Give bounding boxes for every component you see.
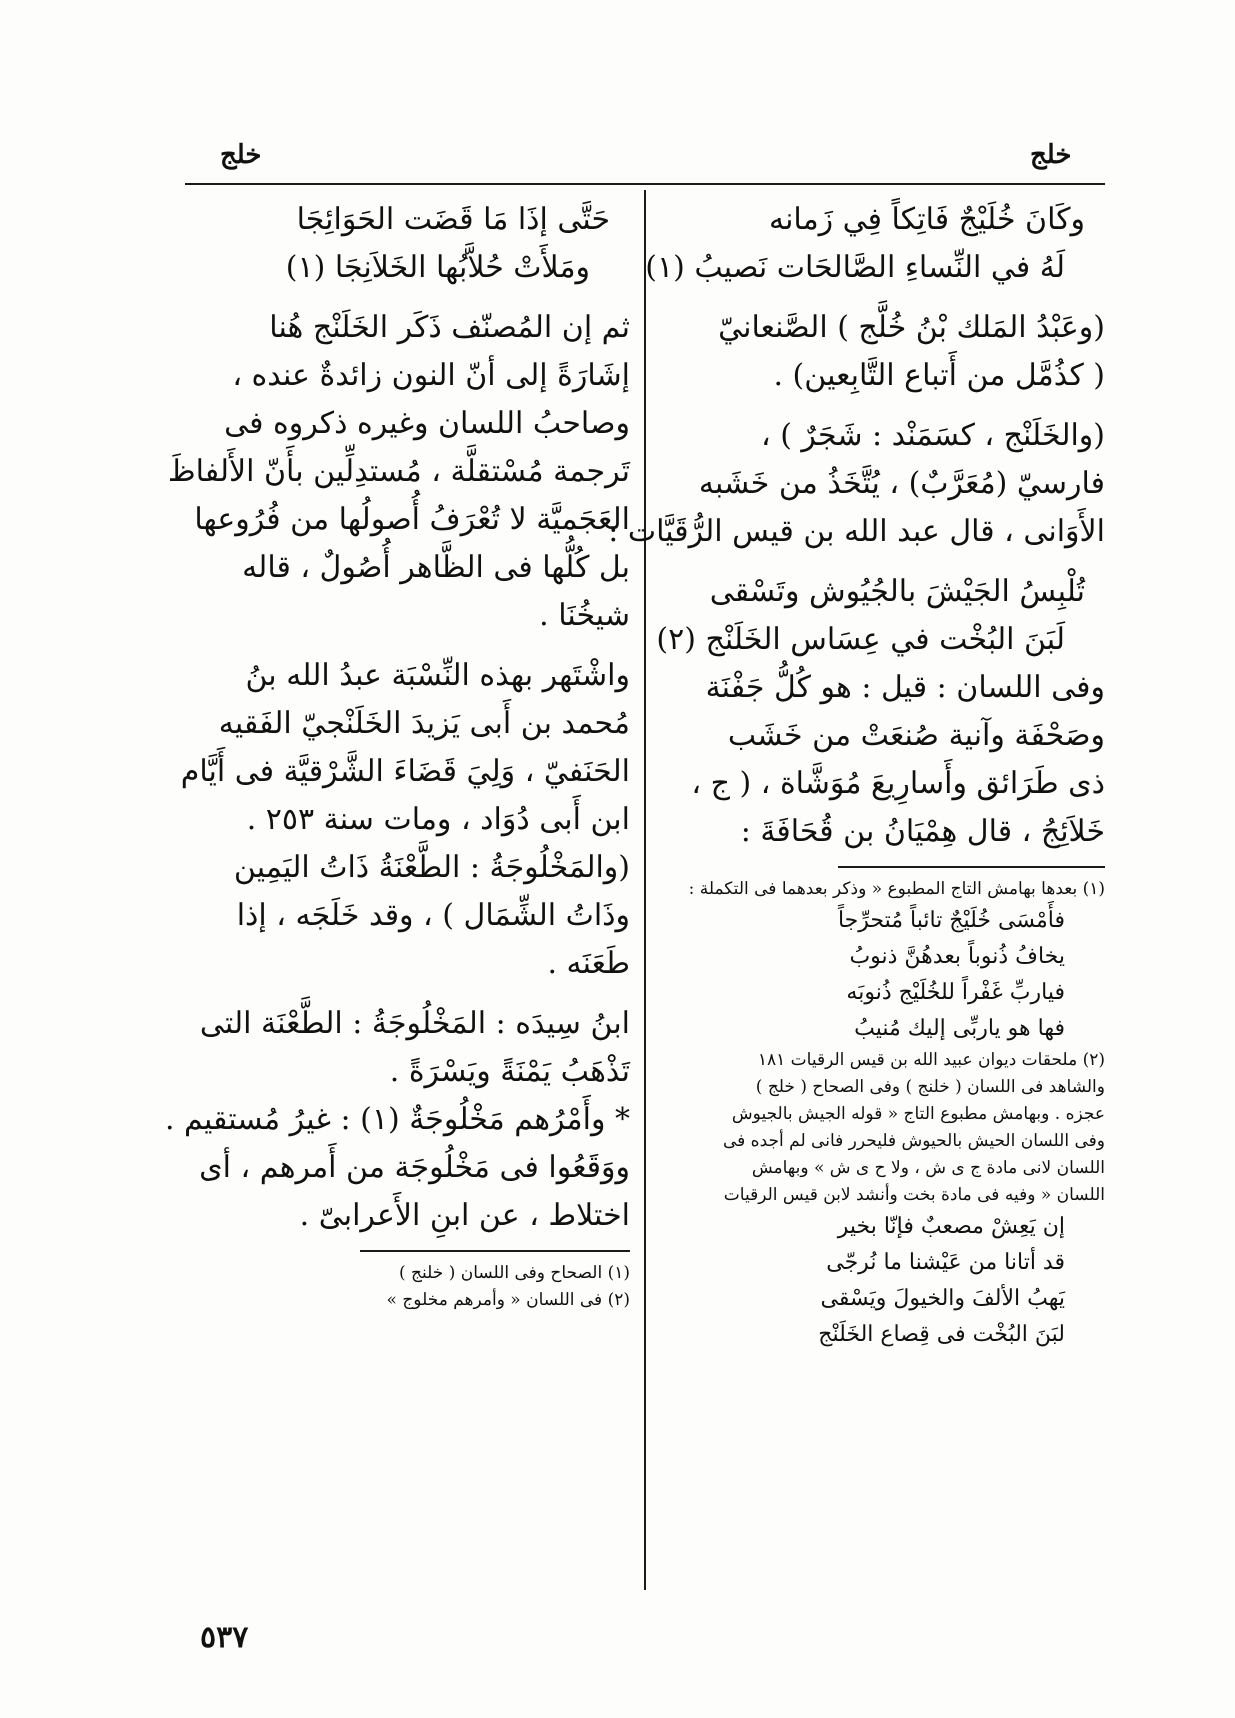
text-line: الحَنَفيّ ، وَلِيَ قَضَاءَ الشَّرْقيَّة فى أَيَّام <box>180 754 630 789</box>
header-left-word: خلج <box>220 140 262 170</box>
text-line: فارسيّ (مُعَرَّبٌ) ، يُتَّخَذُ من خَشَبه <box>698 466 1105 501</box>
text-line: تَذْهَبُ يَمْنَةً ويَسْرَةً . <box>389 1054 630 1089</box>
text-line: ذى طَرَائق وأَسارِيعَ مُوَشَّاة ، ( ج ، <box>691 766 1105 801</box>
text-line: إشَارَةً إلى أنّ النون زائدةٌ عنده ، <box>232 358 630 393</box>
footnote-line: (١) الصحاح وفى اللسان ( خلنج ) <box>399 1263 630 1283</box>
footnote-rule <box>838 866 1105 868</box>
text-line: (والمَخْلُوجَةُ : الطَّعْنَةُ ذَاتُ اليَمِين <box>233 850 630 885</box>
text-line: تَرجمة مُسْتقلَّة ، مُستدِلِّين بأَنّ الأَلفاظَ <box>167 454 630 489</box>
header-rule <box>185 183 1105 185</box>
text-line: العَجَميَّة لا تُعْرَفُ أُصولُها من فُرُوعها <box>194 502 630 537</box>
verse-line: لَهُ في النِّساءِ الصَّالحَات نَصيبُ (١) <box>645 250 1065 285</box>
text-line: اختلاط ، عن ابنِ الأَعرابىّ . <box>299 1198 630 1233</box>
text-line: (والخَلَنْج ، كسَمَنْد : شَجَرٌ ) ، <box>760 418 1105 453</box>
footnote-line: اللسان « وفيه فى مادة بخت وأنشد لابن قيس الرقيات <box>723 1185 1105 1205</box>
footnote-rule <box>360 1250 630 1252</box>
footnote-line: وفى اللسان الحيش بالحيوش فليحرر فانى لم أجده فى <box>722 1131 1105 1151</box>
footnote-verse: فأَمْسَى خُلَيْجٌ تائباً مُتحرِّجاً <box>837 908 1065 933</box>
page-number: ٥٣٧ <box>200 1620 249 1655</box>
text-line: ابنُ سِيدَه : المَخْلُوجَةُ : الطَّعْنَة التى <box>199 1006 630 1041</box>
footnote-verse: يخافُ ذُنوباً بعدهُنَّ ذنوبُ <box>849 944 1065 969</box>
footnote-verse: لبَنَ البُخْت فى قِصاع الخَلَنْج <box>818 1322 1065 1347</box>
text-line: مُحمد بن أَبى يَزيدَ الخَلَنْجيّ الفَقيه <box>218 706 630 741</box>
verse-line: لَبَنَ البُخْت في عِسَاس الخَلَنْج (٢) <box>656 622 1065 657</box>
header-right-word: خلج <box>1030 140 1072 170</box>
right-column <box>608 196 1105 1353</box>
footnote-line: والشاهد فى اللسان ( خلنج ) وفى الصحاح ( خلج ) <box>755 1077 1105 1097</box>
text-line: واشْتَهر بهذه النِّسْبَة عبدُ الله بنُ <box>245 658 630 693</box>
text-line: وصاحبُ اللسان وغيره ذكروه فى <box>224 406 630 441</box>
text-line: الأَوَانى ، قال عبد الله بن قيس الرُّقَيَّات : <box>608 514 1105 549</box>
footnote-line: (٢) فى اللسان « وأمرهم مخلوج » <box>386 1290 630 1310</box>
text-line: (وعَبْدُ المَلك بْنُ خُلَّج ) الصَّنعانيّ <box>718 310 1105 345</box>
verse-line: ومَلأَتْ حُلاَّبُها الخَلاَنِجَا (١) <box>285 250 590 285</box>
footnote-verse: فياربِّ غَفْراً للخُلَيْج ذُنوبَه <box>846 980 1065 1005</box>
text-line: وذَاتُ الشِّمَال ) ، وقد خَلَجَه ، إذا <box>236 898 630 933</box>
footnote-verse: يَهبُ الألفَ والخيولَ ويَسْقى <box>820 1286 1065 1311</box>
footnote-line: اللسان لانى مادة ج ى ش ، ولا ح ى ش » وبهامش <box>751 1158 1105 1178</box>
left-column <box>164 196 630 1314</box>
text-line: وفى اللسان : قيل : هو كُلُّ جَفْنَة <box>705 670 1105 705</box>
text-line: * وأَمْرُهم مَخْلُوجَةٌ (١) : غيرُ مُستقيم . <box>164 1102 630 1137</box>
text-line: طَعَنَه . <box>547 946 630 981</box>
text-line: ابن أَبى دُوَاد ، ومات سنة ٢٥٣ . <box>246 802 630 837</box>
text-line: ثم إن المُصنّف ذَكَر الخَلَنْج هُنا <box>269 310 630 345</box>
footnote-line: (١) بعدها بهامش التاج المطبوع « وذكر بعدهما فى التكملة : <box>688 879 1105 899</box>
footnote-verse: فها هو ياربِّى إليك مُنيبُ <box>854 1016 1065 1041</box>
text-line: بل كُلُّها فى الظَّاهر أُصُولٌ ، قاله <box>242 550 630 585</box>
verse-line: حَتَّى إذَا مَا قَضَت الحَوَائِجَا <box>296 202 610 237</box>
verse-line: تُلْبِسُ الجَيْشَ بالجُيُوش وتَسْقى <box>709 574 1085 609</box>
verse-line: وكَانَ خُلَيْجٌ فَاتِكاً فِي زَمانه <box>769 202 1085 237</box>
text-line: خَلاَئِجُ ، قال هِمْيَانُ بن قُحَافَةَ : <box>740 814 1105 849</box>
column-divider <box>644 190 646 1590</box>
text-line: وصَحْفَة وآنية صُنعَتْ من خَشَب <box>727 718 1105 753</box>
footnote-verse: إن يَعِشْ مصعبٌ فإنّا بخير <box>837 1214 1065 1239</box>
text-line: شيخُنَا . <box>539 598 630 633</box>
footnote-line: عجزه . وبهامش مطبوع التاج « قوله الجيش بالجيوش <box>731 1104 1105 1124</box>
footnote-line: (٢) ملحقات ديوان عبيد الله بن قيس الرقيات ١٨١ <box>757 1050 1105 1070</box>
footnote-verse: قد أتانا من عَيْشنا ما نُرجّى <box>826 1250 1065 1275</box>
text-line: ووَقَعُوا فى مَخْلُوجَة من أَمرهم ، أى <box>199 1150 630 1185</box>
text-line: ( كذُمَّل من أَتباع التَّابِعين) . <box>773 358 1105 393</box>
